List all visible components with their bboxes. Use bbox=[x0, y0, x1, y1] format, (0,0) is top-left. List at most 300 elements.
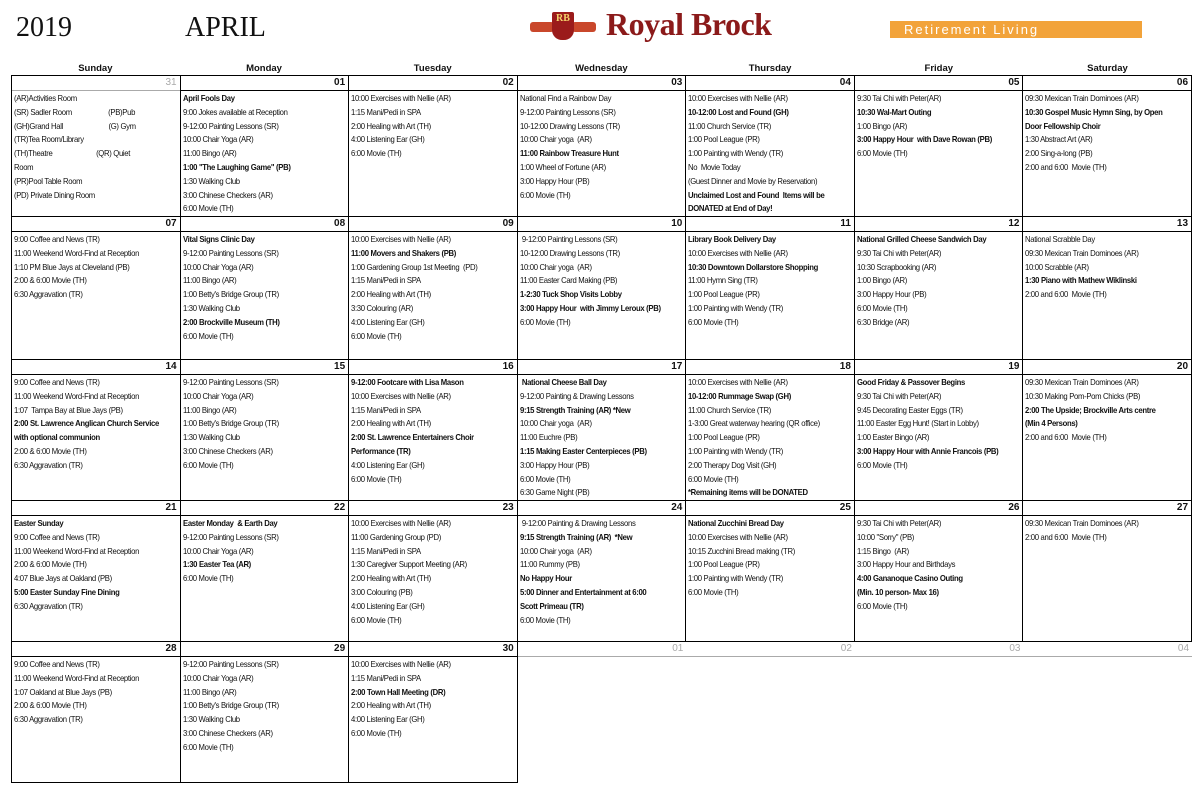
event-line: 1-2:30 Tuck Shop Visits Lobby bbox=[519, 289, 622, 300]
day-number: 22 bbox=[181, 501, 349, 516]
week-row bbox=[12, 76, 1192, 217]
day-number: 03 bbox=[518, 76, 686, 91]
day-cell bbox=[686, 217, 855, 360]
event-line: 6:00 Movie (TH) bbox=[856, 302, 908, 313]
event-line: 1:10 PM Blue Jays at Cleveland (PB) bbox=[14, 261, 130, 272]
event-line: (TR)Tea Room/Library bbox=[14, 134, 84, 145]
event-line: 4:00 Listening Ear (GH) bbox=[351, 714, 425, 725]
event-line: Library Book Delivery Day bbox=[688, 234, 777, 244]
day-number: 09 bbox=[349, 217, 517, 232]
day-number: 31 bbox=[12, 76, 180, 91]
day-cell bbox=[855, 76, 1024, 217]
event-line: 6:30 Aggravation (TR) bbox=[14, 600, 83, 611]
event-line: 6:00 Movie (TH) bbox=[519, 189, 571, 200]
day-cell bbox=[181, 360, 350, 501]
weekday-header-row bbox=[11, 62, 1192, 75]
event-line: 10-12:00 Lost and Found (GH) bbox=[688, 106, 789, 117]
event-line: 10:00 Exercises with Nellie (AR) bbox=[688, 377, 789, 387]
day-cell bbox=[12, 217, 181, 360]
event-line: 2:00 St. Lawrence Entertainers Choir bbox=[351, 432, 475, 443]
event-line: 11:00 Church Service (TR) bbox=[688, 120, 772, 131]
event-line: 2:00 and 6:00 Movie (TH) bbox=[1025, 161, 1107, 172]
day-cell bbox=[518, 360, 687, 501]
day-number: 23 bbox=[349, 501, 517, 516]
day-cell bbox=[518, 76, 687, 217]
event-line: 1:15 Bingo (AR) bbox=[856, 545, 909, 556]
event-line: 6:00 Movie (TH) bbox=[856, 148, 908, 159]
event-line: 10-12:00 Drawing Lessons (TR) bbox=[519, 247, 620, 258]
day-number: 28 bbox=[12, 642, 180, 657]
event-line: Unclaimed Lost and Found Items will be bbox=[688, 189, 825, 200]
day-number: 10 bbox=[518, 217, 686, 232]
event-line: 1:30 Caregiver Support Meeting (AR) bbox=[351, 559, 468, 570]
event-line: 6:30 Game Night (PB) bbox=[519, 487, 590, 498]
event-line: 6:00 Movie (TH) bbox=[519, 473, 571, 484]
event-line: 11:00 Bingo (AR) bbox=[182, 275, 236, 286]
event-line: National Cheese Ball Day bbox=[519, 377, 607, 387]
event-line: 6:30 Aggravation (TR) bbox=[14, 459, 83, 470]
event-line: 10:00 Exercises with Nellie (AR) bbox=[688, 93, 789, 103]
event-line: National Find a Rainbow Day bbox=[519, 93, 611, 103]
day-number: 12 bbox=[855, 217, 1023, 232]
event-line: 1:30 Walking Club bbox=[182, 714, 240, 725]
event-line: 1:30 Abstract Art (AR) bbox=[1025, 134, 1093, 145]
day-cell bbox=[1023, 217, 1192, 360]
calendar-weeks bbox=[11, 75, 1192, 783]
event-line: 9-12:00 Painting Lessons (SR) bbox=[519, 234, 618, 244]
event-line: Performance (TR) bbox=[351, 445, 411, 456]
event-line: Vital Signs Clinic Day bbox=[182, 234, 255, 244]
calendar-grid bbox=[11, 62, 1192, 783]
day-cell bbox=[686, 360, 855, 501]
event-line: 9:30 Tai Chi with Peter(AR) bbox=[856, 518, 941, 528]
day-cell bbox=[518, 217, 687, 360]
calendar-month: APRIL bbox=[185, 12, 266, 43]
event-line: 1:00 Pool League (PR) bbox=[688, 134, 760, 145]
event-line: 10:00 Chair Yoga (AR) bbox=[182, 672, 253, 683]
day-number: 29 bbox=[181, 642, 349, 657]
event-line: 1:00 Gardening Group 1st Meeting (PD) bbox=[351, 261, 478, 272]
event-line: (Min. 10 person- Max 16) bbox=[856, 586, 939, 597]
event-line: (TH)Theatre (QR) Quiet bbox=[14, 148, 131, 159]
event-line: 1:15 Mani/Pedi in SPA bbox=[351, 404, 421, 415]
event-line: 3:00 Chinese Checkers (AR) bbox=[182, 445, 273, 456]
day-number: 13 bbox=[1023, 217, 1191, 232]
event-line: April Fools Day bbox=[182, 93, 235, 103]
event-line: 10:00 Exercises with Nellie (AR) bbox=[351, 659, 451, 669]
week-row bbox=[12, 501, 1192, 642]
event-line: 6:30 Aggravation (TR) bbox=[14, 714, 83, 725]
event-line: 9-12:00 Footcare with Lisa Mason bbox=[351, 377, 464, 387]
event-line: No Movie Today bbox=[688, 161, 741, 172]
day-cell bbox=[1023, 642, 1192, 783]
event-line: 5:00 Easter Sunday Fine Dining bbox=[14, 586, 120, 597]
event-line: 6:00 Movie (TH) bbox=[351, 614, 402, 625]
event-line: (SR) Sadler Room (PB)Pub bbox=[14, 106, 136, 117]
event-line: 6:00 Movie (TH) bbox=[519, 316, 571, 327]
day-number: 01 bbox=[518, 642, 687, 657]
day-number: 18 bbox=[686, 360, 854, 375]
day-number: 24 bbox=[518, 501, 686, 516]
event-line: 10:00 Exercises with Nellie (AR) bbox=[688, 247, 789, 258]
event-line: 3:00 Chinese Checkers (AR) bbox=[182, 727, 273, 738]
event-line: Easter Sunday bbox=[14, 518, 64, 528]
event-line: 1:00 Pool League (PR) bbox=[688, 559, 760, 570]
event-line: 09:30 Mexican Train Dominoes (AR) bbox=[1025, 377, 1140, 387]
event-line: 1:00 Betty's Bridge Group (TR) bbox=[182, 418, 279, 429]
event-line: 9:00 Coffee and News (TR) bbox=[14, 377, 100, 387]
event-line: 6:00 Movie (TH) bbox=[688, 473, 739, 484]
day-cell bbox=[855, 642, 1024, 783]
day-cell bbox=[349, 501, 518, 642]
day-number: 04 bbox=[686, 76, 854, 91]
event-line: 11:00 Bingo (AR) bbox=[182, 148, 236, 159]
event-line: 9-12:00 Painting Lessons (SR) bbox=[182, 377, 279, 387]
event-line: 9-12:00 Painting & Drawing Lessons bbox=[519, 390, 634, 401]
event-line: 3:00 Happy Hour (PB) bbox=[519, 459, 590, 470]
event-line: 2:00 Healing with Art (TH) bbox=[351, 573, 432, 584]
event-line: 1:15 Making Easter Centerpieces (PB) bbox=[519, 445, 647, 456]
event-line: (Min 4 Persons) bbox=[1025, 418, 1079, 429]
event-line: DONATED at End of Day! bbox=[688, 203, 773, 214]
event-line: 1:30 Walking Club bbox=[182, 432, 240, 443]
event-line: 1-3:00 Great waterway hearing (QR office) bbox=[688, 418, 821, 429]
day-number: 02 bbox=[686, 642, 855, 657]
crest-icon: RB bbox=[530, 12, 598, 42]
event-line: 2:00 Healing with Art (TH) bbox=[351, 418, 432, 429]
event-line: 4:00 Listening Ear (GH) bbox=[351, 134, 425, 145]
event-line: 11:00 Weekend Word-Find at Reception bbox=[14, 672, 140, 683]
event-line: 6:00 Movie (TH) bbox=[182, 573, 233, 584]
event-line: 10:00 Chair yoga (AR) bbox=[519, 261, 592, 272]
event-line: 2:00 The Upside; Brockville Arts centre bbox=[1025, 404, 1157, 415]
event-line: 1:15 Mani/Pedi in SPA bbox=[351, 106, 421, 117]
day-number: 07 bbox=[12, 217, 180, 232]
event-line: 10:30 Scrapbooking (AR) bbox=[856, 261, 937, 272]
event-line: 1:30 Piano with Mathew Wiklinski bbox=[1025, 275, 1138, 286]
event-line: 10:00 Chair yoga (AR) bbox=[519, 545, 592, 556]
event-line: No Happy Hour bbox=[519, 573, 572, 584]
event-line: 10:00 Exercises with Nellie (AR) bbox=[351, 234, 451, 244]
event-line: National Scrabble Day bbox=[1025, 234, 1096, 244]
day-cell bbox=[1023, 360, 1192, 501]
event-line: (GH)Grand Hall (G) Gym bbox=[14, 120, 136, 131]
event-line: Good Friday & Passover Begins bbox=[856, 377, 965, 387]
event-line: 2:00 Sing-a-long (PB) bbox=[1025, 148, 1093, 159]
weekday-saturday: Saturday bbox=[1087, 63, 1128, 74]
event-line: 11:00 Easter Egg Hunt! (Start in Lobby) bbox=[856, 418, 979, 429]
event-line: 11:00 Euchre (PB) bbox=[519, 432, 578, 443]
day-cell bbox=[181, 642, 350, 783]
event-line: 1:30 Walking Club bbox=[182, 302, 240, 313]
event-line: 11:00 Weekend Word-Find at Reception bbox=[14, 247, 140, 258]
brand-name: Royal Brock bbox=[606, 6, 772, 42]
day-number: 17 bbox=[518, 360, 686, 375]
weekday-friday: Friday bbox=[924, 63, 954, 74]
event-line: 3:00 Happy Hour with Dave Rowan (PB) bbox=[856, 134, 992, 145]
event-line: 9:00 Coffee and News (TR) bbox=[14, 234, 100, 244]
weekday-tuesday: Tuesday bbox=[413, 63, 452, 74]
event-line: 2:00 & 6:00 Movie (TH) bbox=[14, 700, 87, 711]
event-line: 1:00 Painting with Wendy (TR) bbox=[688, 148, 784, 159]
brand-logo bbox=[530, 6, 910, 46]
event-line: 9:00 Jokes available at Reception bbox=[182, 106, 288, 117]
calendar-year: 2019 bbox=[16, 12, 72, 43]
day-number: 20 bbox=[1023, 360, 1191, 375]
event-line: 1:30 Walking Club bbox=[182, 175, 240, 186]
event-line: 9-12:00 Painting Lessons (SR) bbox=[182, 247, 279, 258]
day-cell bbox=[518, 642, 687, 783]
event-line: 10-12:00 Drawing Lessons (TR) bbox=[519, 120, 620, 131]
event-line: 6:30 Bridge (AR) bbox=[856, 316, 910, 327]
event-line: 9-12:00 Painting Lessons (SR) bbox=[519, 106, 616, 117]
event-line: 11:00 Gardening Group (PD) bbox=[351, 531, 442, 542]
event-line: 2:00 & 6:00 Movie (TH) bbox=[14, 445, 87, 456]
event-line: 1:00 Painting with Wendy (TR) bbox=[688, 445, 784, 456]
event-line: 6:00 Movie (TH) bbox=[519, 614, 571, 625]
event-line: 1:00 Betty's Bridge Group (TR) bbox=[182, 700, 279, 711]
event-line: 6:30 Aggravation (TR) bbox=[14, 289, 83, 300]
day-number: 15 bbox=[181, 360, 349, 375]
event-line: 11:00 Weekend Word-Find at Reception bbox=[14, 390, 140, 401]
day-cell bbox=[12, 76, 181, 217]
event-line: 2:00 & 6:00 Movie (TH) bbox=[14, 559, 87, 570]
event-line: 10-12:00 Rummage Swap (GH) bbox=[688, 390, 792, 401]
day-number: 26 bbox=[855, 501, 1023, 516]
week-row bbox=[12, 360, 1192, 501]
day-number: 19 bbox=[855, 360, 1023, 375]
event-line: 10:00 Chair Yoga (AR) bbox=[182, 134, 253, 145]
event-line: 10:00 Chair yoga (AR) bbox=[519, 134, 592, 145]
week-row bbox=[12, 217, 1192, 360]
event-line: 6:00 Movie (TH) bbox=[351, 330, 402, 341]
event-line: 10:30 Making Pom-Pom Chicks (PB) bbox=[1025, 390, 1141, 401]
day-cell bbox=[349, 76, 518, 217]
event-line: 3:00 Chinese Checkers (AR) bbox=[182, 189, 273, 200]
event-line: 2:00 Healing with Art (TH) bbox=[351, 289, 432, 300]
day-number: 03 bbox=[855, 642, 1024, 657]
day-number: 02 bbox=[349, 76, 517, 91]
event-line: 2:00 Healing with Art (TH) bbox=[351, 700, 432, 711]
event-line: 2:00 and 6:00 Movie (TH) bbox=[1025, 289, 1107, 300]
event-line: 3:00 Happy Hour (PB) bbox=[856, 289, 927, 300]
event-line: 4:00 Gananoque Casino Outing bbox=[856, 573, 963, 584]
event-line: 9:45 Decorating Easter Eggs (TR) bbox=[856, 404, 963, 415]
event-line: (PD) Private Dining Room bbox=[14, 189, 95, 200]
event-line: Scott Primeau (TR) bbox=[519, 600, 584, 611]
day-cell bbox=[518, 501, 687, 642]
event-line: 2:00 St. Lawrence Anglican Church Service bbox=[14, 418, 159, 429]
event-line: 3:00 Happy Hour (PB) bbox=[519, 175, 590, 186]
event-line: 3:00 Happy Hour with Jimmy Leroux (PB) bbox=[519, 302, 661, 313]
event-line: 4:00 Listening Ear (GH) bbox=[351, 459, 425, 470]
day-number: 14 bbox=[12, 360, 180, 375]
event-line: 1:00 Bingo (AR) bbox=[856, 275, 907, 286]
day-number: 01 bbox=[181, 76, 349, 91]
day-cell bbox=[181, 501, 350, 642]
event-line: 10:00 Chair Yoga (AR) bbox=[182, 545, 253, 556]
event-line: 3:00 Happy Hour with Annie Francois (PB) bbox=[856, 445, 999, 456]
event-line: 09:30 Mexican Train Dominoes (AR) bbox=[1025, 93, 1140, 103]
day-number: 30 bbox=[349, 642, 517, 657]
day-cell bbox=[349, 642, 518, 783]
event-line: 11:00 Movers and Shakers (PB) bbox=[351, 247, 457, 258]
brand-tagline: Retirement Living bbox=[890, 21, 1142, 38]
event-line: 1:15 Mani/Pedi in SPA bbox=[351, 545, 421, 556]
event-line: 10:00 "Sorry" (PB) bbox=[856, 531, 914, 542]
event-line: 2:00 Therapy Dog Visit (GH) bbox=[688, 459, 777, 470]
day-number: 16 bbox=[349, 360, 517, 375]
day-number: 04 bbox=[1023, 642, 1192, 657]
event-line: 2:00 Healing with Art (TH) bbox=[351, 120, 432, 131]
day-number: 27 bbox=[1023, 501, 1191, 516]
event-line: with optional communion bbox=[14, 432, 100, 443]
event-line: 6:00 Movie (TH) bbox=[182, 203, 233, 214]
event-line: 2:00 Town Hall Meeting (DR) bbox=[351, 686, 446, 697]
event-line: 6:00 Movie (TH) bbox=[351, 148, 402, 159]
event-line: 6:00 Movie (TH) bbox=[182, 330, 233, 341]
event-line: 10:00 Exercises with Nellie (AR) bbox=[351, 518, 451, 528]
day-number: 08 bbox=[181, 217, 349, 232]
day-cell bbox=[855, 217, 1024, 360]
event-line: 9-12:00 Painting Lessons (SR) bbox=[182, 659, 279, 669]
event-line: 9:30 Tai Chi with Peter(AR) bbox=[856, 93, 941, 103]
weekday-sunday: Sunday bbox=[78, 63, 113, 74]
day-cell bbox=[686, 501, 855, 642]
event-line: 6:00 Movie (TH) bbox=[688, 586, 739, 597]
event-line: 9:15 Strength Training (AR) *New bbox=[519, 404, 631, 415]
event-line: Easter Monday & Earth Day bbox=[182, 518, 277, 528]
event-line: 1:00 Wheel of Fortune (AR) bbox=[519, 161, 606, 172]
event-line: 11:00 Bingo (AR) bbox=[182, 404, 236, 415]
day-cell bbox=[12, 501, 181, 642]
event-line: 1:00 Bingo (AR) bbox=[856, 120, 907, 131]
event-line: 10:00 Exercises with Nellie (AR) bbox=[351, 93, 451, 103]
event-line: *Remaining items will be DONATED bbox=[688, 487, 809, 498]
event-line: 6:00 Movie (TH) bbox=[856, 459, 908, 470]
weekday-thursday: Thursday bbox=[748, 63, 792, 74]
event-line: 6:00 Movie (TH) bbox=[688, 316, 739, 327]
event-line: (AR)Activities Room bbox=[14, 93, 77, 103]
event-line: Door Fellowship Choir bbox=[1025, 120, 1101, 131]
event-line: 1:07 Oakland at Blue Jays (PB) bbox=[14, 686, 112, 697]
event-line: 1:30 Easter Tea (AR) bbox=[182, 559, 251, 570]
weekday-wednesday: Wednesday bbox=[575, 63, 628, 74]
week-row bbox=[12, 642, 1192, 783]
day-cell bbox=[349, 360, 518, 501]
event-line: 5:00 Dinner and Entertainment at 6:00 bbox=[519, 586, 647, 597]
day-number: 25 bbox=[686, 501, 854, 516]
event-line: 9:15 Strength Training (AR) *New bbox=[519, 531, 632, 542]
day-cell bbox=[686, 76, 855, 217]
event-line: 4:00 Listening Ear (GH) bbox=[351, 600, 425, 611]
day-cell bbox=[1023, 501, 1192, 642]
event-line: 1:00 "The Laughing Game" (PB) bbox=[182, 161, 291, 172]
event-line: 1:00 Easter Bingo (AR) bbox=[856, 432, 930, 443]
event-line: 09:30 Mexican Train Dominoes (AR) bbox=[1025, 518, 1140, 528]
event-line: 10:30 Downtown Dollarstore Shopping bbox=[688, 261, 819, 272]
event-line: 10:00 Chair yoga (AR) bbox=[519, 418, 592, 429]
event-line: 10:00 Scrabble (AR) bbox=[1025, 261, 1090, 272]
event-line: 1:15 Mani/Pedi in SPA bbox=[351, 275, 421, 286]
event-line: 3:00 Colouring (PB) bbox=[351, 586, 413, 597]
event-line: 10:00 Exercises with Nellie (AR) bbox=[351, 390, 451, 401]
event-line: 1:00 Pool League (PR) bbox=[688, 289, 760, 300]
event-line: 10:15 Zucchini Bread making (TR) bbox=[688, 545, 796, 556]
event-line: 11:00 Rainbow Treasure Hunt bbox=[519, 148, 619, 159]
event-line: 09:30 Mexican Train Dominoes (AR) bbox=[1025, 247, 1140, 258]
event-line: 2:00 & 6:00 Movie (TH) bbox=[14, 275, 87, 286]
event-line: 10:30 Gospel Music Hymn Sing, by Open bbox=[1025, 106, 1163, 117]
event-line: 1:00 Painting with Wendy (TR) bbox=[688, 302, 784, 313]
event-line: 3:00 Happy Hour and Birthdays bbox=[856, 559, 956, 570]
event-line: (PR)Pool Table Room bbox=[14, 175, 83, 186]
event-line: 11:00 Church Service (TR) bbox=[688, 404, 772, 415]
day-cell bbox=[181, 76, 350, 217]
event-line: 10:00 Exercises with Nellie (AR) bbox=[688, 531, 789, 542]
event-line: 9:00 Coffee and News (TR) bbox=[14, 531, 100, 542]
event-line: 2:00 Brockville Museum (TH) bbox=[182, 316, 280, 327]
event-line: 11:00 Hymn Sing (TR) bbox=[688, 275, 758, 286]
event-line: 2:00 and 6:00 Movie (TH) bbox=[1025, 531, 1107, 542]
event-line: National Zucchini Bread Day bbox=[688, 518, 785, 528]
event-line: 11:00 Weekend Word-Find at Reception bbox=[14, 545, 140, 556]
event-line: 11:00 Easter Card Making (PB) bbox=[519, 275, 617, 286]
day-cell bbox=[855, 360, 1024, 501]
event-line: 4:07 Blue Jays at Oakland (PB) bbox=[14, 573, 112, 584]
event-line: 10:30 Wal-Mart Outing bbox=[856, 106, 932, 117]
event-line: 10:00 Chair Yoga (AR) bbox=[182, 261, 253, 272]
event-line: 6:00 Movie (TH) bbox=[351, 727, 402, 738]
event-line: 6:00 Movie (TH) bbox=[351, 473, 402, 484]
day-cell bbox=[349, 217, 518, 360]
event-line: 10:00 Chair Yoga (AR) bbox=[182, 390, 253, 401]
event-line: 2:00 and 6:00 Movie (TH) bbox=[1025, 432, 1107, 443]
day-number: 06 bbox=[1023, 76, 1191, 91]
event-line: 1:00 Betty's Bridge Group (TR) bbox=[182, 289, 279, 300]
day-cell bbox=[12, 642, 181, 783]
event-line: 9:30 Tai Chi with Peter(AR) bbox=[856, 390, 941, 401]
event-line: Room bbox=[14, 161, 34, 172]
day-cell bbox=[855, 501, 1024, 642]
event-line: 11:00 Bingo (AR) bbox=[182, 686, 236, 697]
event-line: 9-12:00 Painting Lessons (SR) bbox=[182, 120, 279, 131]
day-number: 21 bbox=[12, 501, 180, 516]
event-line: National Grilled Cheese Sandwich Day bbox=[856, 234, 987, 244]
event-line: 1:15 Mani/Pedi in SPA bbox=[351, 672, 421, 683]
event-line: 6:00 Movie (TH) bbox=[856, 600, 908, 611]
event-line: (Guest Dinner and Movie by Reservation) bbox=[688, 175, 818, 186]
day-cell bbox=[181, 217, 350, 360]
event-line: 4:00 Listening Ear (GH) bbox=[351, 316, 425, 327]
weekday-monday: Monday bbox=[246, 63, 282, 74]
day-number: 05 bbox=[855, 76, 1023, 91]
day-cell bbox=[1023, 76, 1192, 217]
event-line: 1:00 Painting with Wendy (TR) bbox=[688, 573, 784, 584]
event-line: 9-12:00 Painting Lessons (SR) bbox=[182, 531, 279, 542]
day-cell bbox=[12, 360, 181, 501]
event-line: 3:30 Colouring (AR) bbox=[351, 302, 414, 313]
event-line: 1:07 Tampa Bay at Blue Jays (PB) bbox=[14, 404, 123, 415]
day-cell bbox=[686, 642, 855, 783]
event-line: 11:00 Rummy (PB) bbox=[519, 559, 580, 570]
event-line: 6:00 Movie (TH) bbox=[182, 459, 233, 470]
event-line: 9:30 Tai Chi with Peter(AR) bbox=[856, 247, 941, 258]
event-line: 9:00 Coffee and News (TR) bbox=[14, 659, 100, 669]
event-line: 6:00 Movie (TH) bbox=[182, 741, 233, 752]
event-line: 9-12:00 Painting & Drawing Lessons bbox=[519, 518, 636, 528]
event-line: 1:00 Pool League (PR) bbox=[688, 432, 760, 443]
